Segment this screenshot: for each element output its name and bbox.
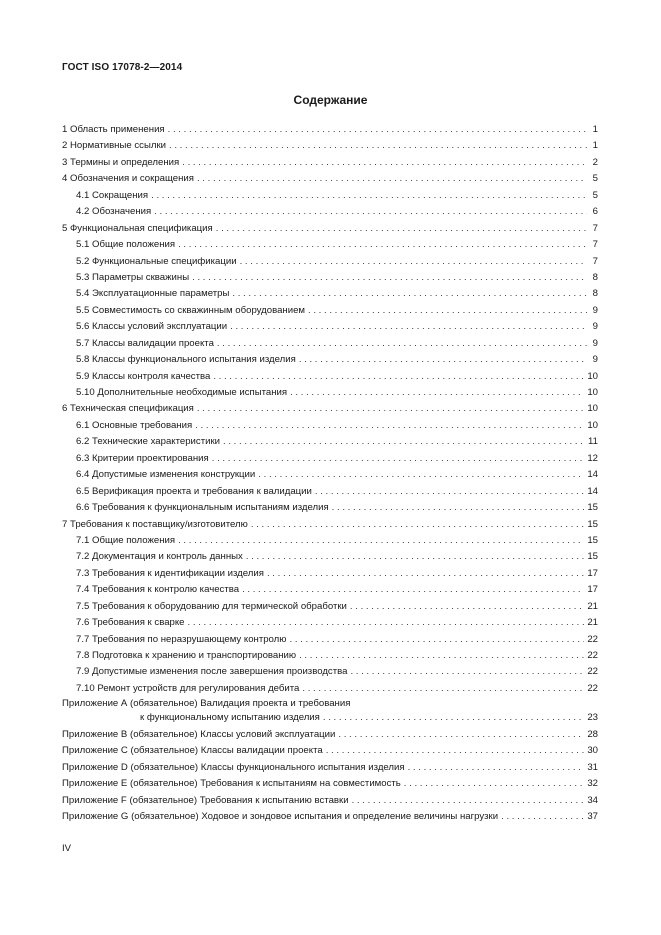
toc-entry[interactable] — [62, 760, 598, 776]
toc-leader-dots — [258, 467, 584, 483]
toc-entry[interactable] — [62, 566, 598, 582]
toc-leader-dots — [192, 270, 587, 286]
toc-entry-label: 7.8 Подготовка к хранению и транспортированию — [76, 650, 297, 661]
toc-entry-page: 22 — [587, 650, 598, 661]
toc-entry-label: 7.3 Требования к идентификации изделия — [76, 567, 264, 579]
toc-entry-page: 7 — [592, 255, 598, 267]
toc-leader-dots — [408, 760, 585, 776]
toc-leader-dots — [230, 319, 587, 335]
toc-entry-label: Приложение В (обязательное) Классы условий эксплуатации — [62, 728, 336, 740]
toc-entry-label: 7 Требования к поставщику/изготовителю — [62, 518, 248, 530]
toc-entry-page: 14 — [587, 485, 598, 497]
toc-leader-dots — [404, 776, 585, 792]
toc-entry-page: 7 — [592, 222, 598, 234]
toc-entry-page: 10 — [587, 419, 598, 431]
toc-entry[interactable] — [62, 188, 598, 204]
toc-leader-dots — [246, 549, 585, 565]
toc-entry-page: 2 — [592, 156, 598, 168]
toc-entry[interactable] — [62, 171, 598, 187]
toc-leader-dots — [315, 484, 584, 500]
toc-entry[interactable] — [62, 549, 598, 565]
toc-entry-page: 21 — [587, 617, 598, 629]
toc-leader-dots — [501, 809, 584, 825]
toc-leader-dots — [168, 122, 587, 138]
toc-entry[interactable] — [62, 533, 598, 549]
toc-entry-label: 7.1 Общие положения — [76, 534, 176, 546]
toc-entry-label: 7.5 Требования к оборудованию для термической обработки — [76, 600, 347, 612]
toc-entry[interactable] — [62, 776, 598, 792]
toc-entry-label: 5.1 Общие положения — [76, 239, 176, 251]
toc-entry[interactable] — [62, 385, 598, 401]
toc-entry[interactable] — [62, 319, 598, 335]
toc-leader-dots — [242, 582, 584, 598]
toc-leader-dots — [326, 743, 585, 759]
toc-entry[interactable] — [62, 138, 598, 154]
toc-entry-page: 5 — [592, 189, 598, 201]
toc-annex-a-line1: Приложение А (обязательное) Валидация проекта и требования — [62, 698, 351, 710]
toc-entry[interactable] — [62, 727, 598, 743]
toc-entry-label: 5.4 Эксплуатационные параметры — [76, 288, 230, 300]
toc-entry-label: 5.5 Совместимость со скважинным оборудованием — [76, 304, 305, 316]
toc-entry[interactable] — [62, 434, 598, 450]
page-title: Содержание — [293, 93, 368, 107]
toc-entry[interactable] — [62, 793, 598, 809]
toc-leader-dots — [290, 385, 584, 401]
toc-leader-dots — [240, 254, 587, 270]
toc-leader-dots — [169, 138, 587, 154]
toc-entry[interactable] — [62, 615, 598, 631]
toc-entry[interactable] — [62, 599, 598, 615]
toc-entry-page: 28 — [587, 728, 598, 740]
toc-entry[interactable] — [62, 648, 598, 664]
toc-entry[interactable] — [62, 122, 598, 138]
toc-entry-label: 7.7 Требования по неразрушающему контролю — [76, 633, 287, 645]
toc-annex-a[interactable] — [62, 698, 598, 726]
toc-entry-page: 11 — [588, 436, 598, 448]
toc-leader-dots — [188, 615, 585, 631]
toc-entry[interactable] — [62, 303, 598, 319]
toc-entry-page: 8 — [592, 288, 598, 300]
toc-entry-page: 22 — [587, 682, 598, 694]
toc-leader-dots — [197, 171, 587, 187]
toc-entry-label: 5.10 Дополнительные необходимые испытания — [76, 387, 288, 398]
toc-entry[interactable] — [62, 664, 598, 680]
toc-entry[interactable] — [62, 467, 598, 483]
toc-entry-page: 15 — [587, 502, 598, 514]
toc-leader-dots — [323, 710, 584, 726]
toc-leader-dots — [338, 727, 584, 743]
toc-entry-label: 7.6 Требования к сварке — [76, 617, 185, 629]
toc-entry[interactable] — [62, 681, 598, 697]
toc-entry-page: 1 — [592, 140, 598, 152]
toc-entry[interactable] — [62, 484, 598, 500]
toc-leader-dots — [232, 286, 587, 302]
toc-entry-label: 6.4 Допустимые изменения конструкции — [76, 469, 256, 481]
toc-entry-label: 6.5 Верификация проекта и требования к валидации — [76, 485, 312, 497]
toc-entry-label: 4.2 Обозначения — [76, 206, 152, 218]
toc-entry[interactable] — [62, 401, 598, 417]
toc-leader-dots — [178, 237, 587, 253]
toc-entry-label: 5 Функциональная спецификация — [62, 222, 213, 234]
toc-sections — [62, 122, 598, 697]
toc-leader-dots — [154, 204, 587, 220]
toc-entry-label: Приложение Е (обязательное) Требования к испытаниям на совместимость — [62, 778, 401, 790]
toc-entry[interactable] — [62, 286, 598, 302]
toc-entry-label: 6.1 Основные требования — [76, 419, 193, 431]
toc-leader-dots — [332, 500, 585, 516]
toc-entry-page: 9 — [592, 304, 598, 316]
toc-leader-dots — [213, 369, 584, 385]
toc-entry-label: 5.8 Классы функционального испытания изделия — [76, 354, 296, 366]
toc-leader-dots — [217, 336, 587, 352]
toc-entry-label: 7.9 Допустимые изменения после завершения производства — [76, 666, 348, 678]
toc-entry[interactable] — [62, 221, 598, 237]
toc-leader-dots — [216, 221, 587, 237]
toc-leader-dots — [151, 188, 587, 204]
toc-entry-page: 10 — [587, 387, 598, 398]
toc-entry-page: 12 — [587, 452, 598, 464]
toc-entry-page: 37 — [587, 810, 598, 822]
page-footer-number: IV — [62, 843, 72, 854]
toc-entry-page: 7 — [592, 239, 598, 251]
toc-entry[interactable] — [62, 418, 598, 434]
toc-entry-label: Приложение С (обязательное) Классы валидации проекта — [62, 745, 323, 757]
toc-entry-page: 8 — [592, 271, 598, 283]
toc-entry-page: 31 — [587, 761, 598, 773]
toc-leader-dots — [197, 401, 584, 417]
toc-entry-page: 5 — [592, 173, 598, 185]
toc-entry-label: 6.2 Технические характеристики — [76, 436, 221, 448]
toc-entry-label: Приложение G (обязательное) Ходовое и зондовое испытания и определение величины нагрузки — [62, 810, 499, 822]
toc-entry-page: 15 — [587, 518, 598, 530]
toc-entry[interactable] — [62, 204, 598, 220]
toc-entry[interactable] — [62, 517, 598, 533]
toc-entry[interactable] — [62, 632, 598, 648]
toc-leader-dots — [350, 664, 584, 680]
toc-entry-label: 3 Термины и определения — [62, 156, 180, 168]
toc-entry-page: 22 — [587, 633, 598, 645]
toc-entry-label: 5.6 Классы условий эксплуатации — [76, 321, 228, 333]
toc-entry-label: к функциональному испытанию изделия — [140, 712, 320, 724]
toc-entry[interactable] — [62, 582, 598, 598]
toc-entry-page: 15 — [587, 534, 598, 546]
toc-entry-page: 22 — [587, 666, 598, 678]
toc-leader-dots — [302, 681, 584, 697]
toc-entry-page: 15 — [587, 551, 598, 563]
toc-leader-dots — [182, 155, 587, 171]
toc-entry-label: 5.9 Классы контроля качества — [76, 370, 211, 382]
toc-entry-page: 34 — [587, 794, 598, 806]
toc-leader-dots — [352, 793, 585, 809]
toc-entry-page: 10 — [587, 403, 598, 415]
toc-entry-label: 7.4 Требования к контролю качества — [76, 584, 240, 596]
toc-leader-dots — [350, 599, 584, 615]
toc-entry-page: 23 — [587, 712, 598, 724]
toc-entry[interactable] — [62, 451, 598, 467]
toc-leader-dots — [299, 648, 584, 664]
toc-leader-dots — [212, 451, 585, 467]
toc-entry[interactable] — [62, 743, 598, 759]
toc-entry[interactable] — [62, 155, 598, 171]
toc-entry-page: 32 — [587, 778, 598, 790]
toc-entry-page: 9 — [592, 354, 598, 366]
toc-entry[interactable] — [62, 237, 598, 253]
toc-leader-dots — [267, 566, 584, 582]
toc-entry-label: 1 Область применения — [62, 124, 165, 135]
toc-entry[interactable] — [62, 352, 598, 368]
toc-entry-label: Приложение D (обязательное) Классы функционального испытания изделия — [62, 761, 405, 773]
toc-entry-label: Приложение F (обязательное) Требования к испытанию вставки — [62, 794, 349, 806]
toc-entry-label: 5.7 Классы валидации проекта — [76, 337, 214, 349]
toc-entry[interactable] — [62, 369, 598, 385]
toc-leader-dots — [178, 533, 584, 549]
toc-leader-dots — [289, 632, 584, 648]
toc-entry-label: 4.1 Сокращения — [76, 189, 149, 201]
toc-entry-label: 5.3 Параметры скважины — [76, 271, 190, 283]
toc-entry[interactable] — [62, 254, 598, 270]
toc-entry-label: 7.2 Документация и контроль данных — [76, 551, 243, 563]
toc-annex-a-line2 — [62, 710, 598, 726]
toc-leader-dots — [251, 517, 584, 533]
toc-entry-page: 9 — [592, 337, 598, 349]
toc-entry-label: 6.6 Требования к функциональным испытаниям изделия — [76, 502, 329, 514]
toc-entry[interactable] — [62, 500, 598, 516]
toc-entry-page: 1 — [592, 124, 598, 135]
toc-entry-page: 17 — [587, 584, 598, 596]
toc-entry-label: 7.10 Ремонт устройств для регулирования дебита — [76, 682, 300, 694]
standard-header: ГОСТ ISO 17078-2—2014 — [62, 62, 183, 73]
toc-leader-dots — [195, 418, 584, 434]
toc-entry-page: 17 — [587, 567, 598, 579]
toc-entry-label: 4 Обозначения и сокращения — [62, 173, 194, 185]
toc-entry-label: 6 Техническая спецификация — [62, 403, 194, 415]
toc-entry[interactable] — [62, 809, 598, 825]
toc-entry-label: 6.3 Критерии проектирования — [76, 452, 209, 464]
toc-annexes — [62, 727, 598, 826]
toc-entry-label: 2 Нормативные ссылки — [62, 140, 167, 152]
table-of-contents — [62, 122, 598, 825]
toc-entry-page: 21 — [587, 600, 598, 612]
toc-entry-page: 10 — [587, 370, 598, 382]
toc-entry[interactable] — [62, 270, 598, 286]
toc-entry[interactable] — [62, 336, 598, 352]
toc-entry-page: 6 — [592, 206, 598, 218]
toc-leader-dots — [308, 303, 587, 319]
toc-leader-dots — [223, 434, 585, 450]
toc-entry-page: 30 — [587, 745, 598, 757]
toc-entry-page: 9 — [592, 321, 598, 333]
toc-entry-page: 14 — [587, 469, 598, 481]
toc-leader-dots — [299, 352, 587, 368]
toc-entry-label: 5.2 Функциональные спецификации — [76, 255, 237, 267]
